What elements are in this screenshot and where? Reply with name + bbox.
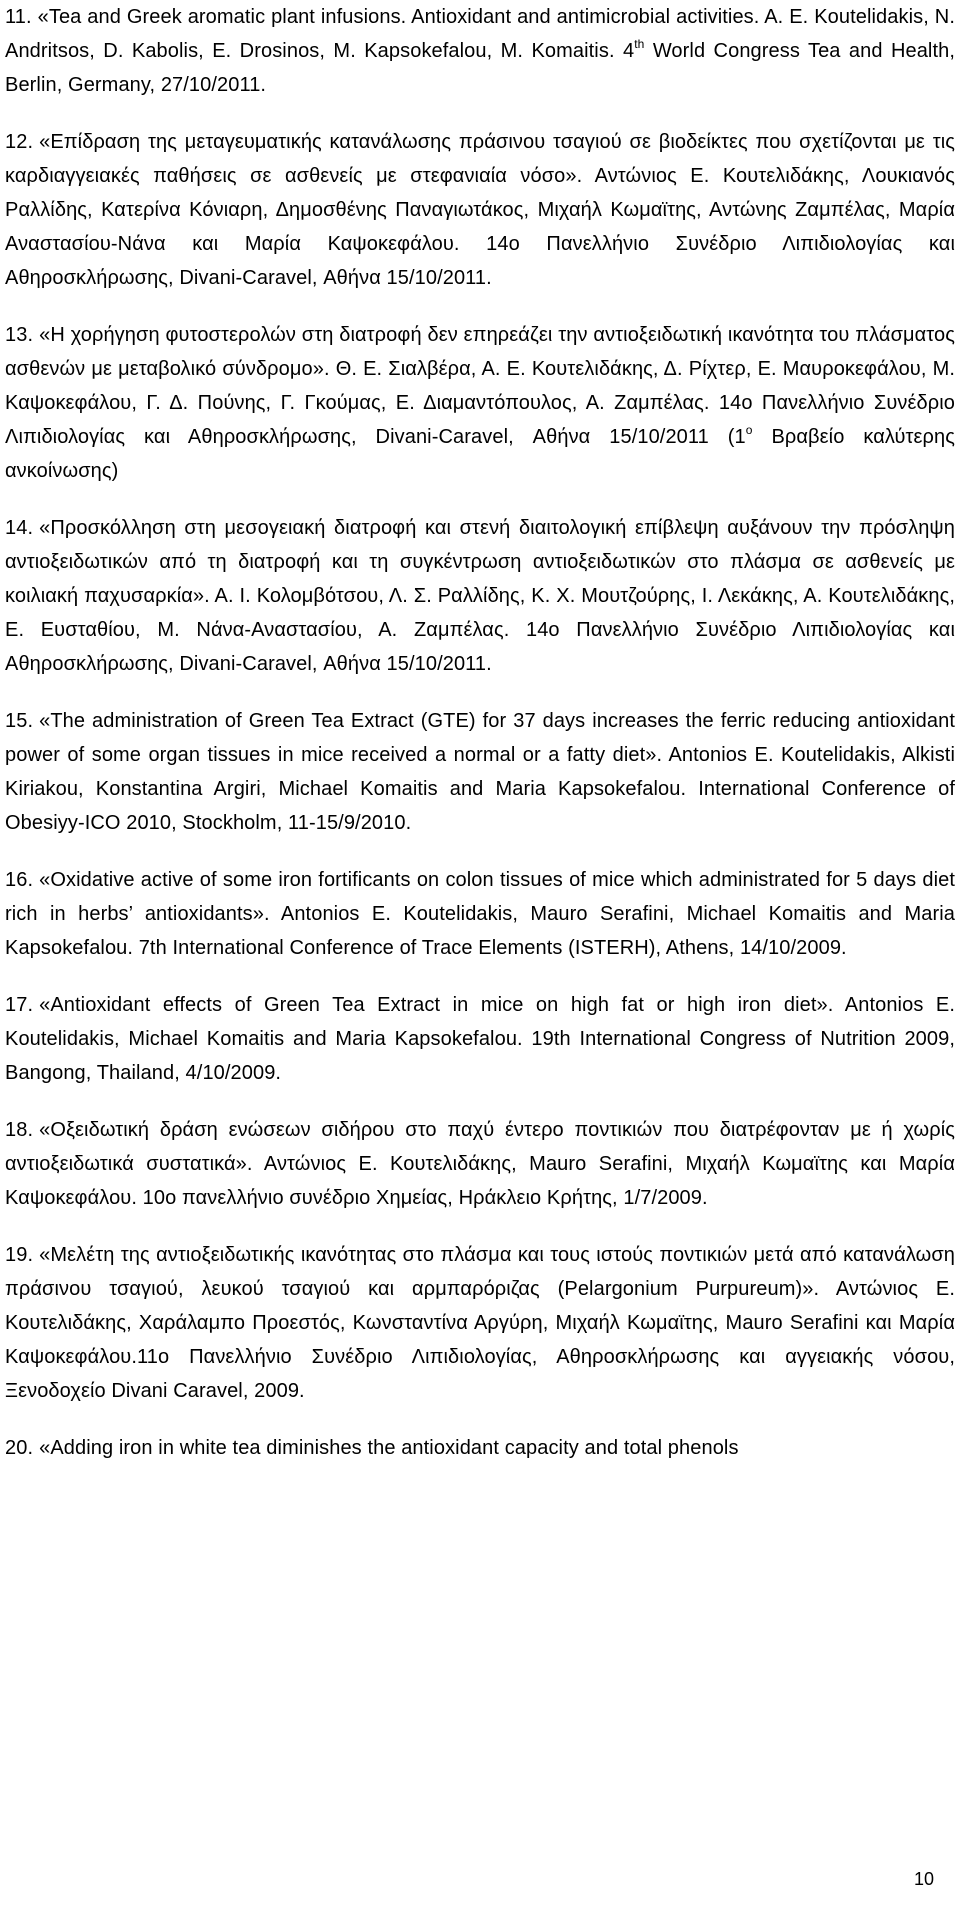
document-page: [5, 0, 955, 1488]
reference-text: «Oxidative active of some iron fortificants on colon tissues of mice which administrated for 5 days diet rich in herbs’ antioxidants». Antonios E. Koutelidakis, Mauro Serafini, Michael Komaitis and Maria Kapsokefalou. 7th International Conference of Trace Elements (ISTERH), Athens, 14/10/2009.: [5, 869, 955, 959]
reference-text: «Μελέτη της αντιοξειδωτικής ικανότητας στο πλάσμα και τους ιστούς ποντικιών μετά από κατανάλωση πράσινου τσαγιού, λευκού τσαγιού και αρμπαρόριζας (Pelargonium Purpureum)». Αντώνιος Ε. Κουτελιδάκης, Χαράλαμπο Προεστός, Κωνσταντίνα Αργύρη, Μιχαήλ Κωμαϊτης, Mauro Serafini και Μαρία Καψοκεφάλου.11ο Πανελλήνιο Συνέδριο Λιπιδιολογίας, Αθηροσκλήρωσης και αγγειακής νόσου, Ξενοδοχείο Divani Caravel, 2009.: [5, 1244, 955, 1402]
reference-text-tail: Βραβείο καλύτερης ανκοίνωσης): [5, 426, 956, 482]
reference-entry-15: [5, 704, 955, 840]
reference-number: 16.: [5, 869, 34, 891]
reference-number: 20.: [5, 1437, 34, 1459]
page-number: 10: [913, 1869, 934, 1889]
reference-number: 12.: [5, 131, 34, 153]
reference-entry-11: [5, 0, 955, 102]
reference-text: «Η χορήγηση φυτοστερολών στη διατροφή δεν επηρεάζει την αντιοξειδωτική ικανότητα του πλάσματος ασθενών με μεταβολικό σύνδρομο». Θ. Ε. Σιαλβέρα, Α. Ε. Κουτελιδάκης, Δ. Ρίχτερ, Ε. Μαυροκεφάλου, Μ. Καψοκεφάλου, Γ. Δ. Πούνης, Γ. Γκούμας, Ε. Διαμαντόπουλος, Α. Ζαμπέλας. 14ο Πανελλήνιο Συνέδριο Λιπιδιολογίας και Αθηροσκλήρωσης, Divani-Caravel, Αθήνα 15/10/2011 (1: [5, 324, 955, 448]
reference-entry-16: [5, 863, 955, 965]
reference-number: 14.: [5, 517, 34, 539]
reference-entry-20: [5, 1431, 955, 1465]
reference-entry-18: [5, 1113, 955, 1215]
reference-entry-13: [5, 318, 955, 488]
reference-text: «Antioxidant effects of Green Tea Extract in mice on high fat or high iron diet». Antonios E. Koutelidakis, Michael Komaitis and Maria Kapsokefalou. 19th International Congress of Nutrition 2009, Bangong, Thailand, 4/10/2009.: [5, 994, 955, 1084]
reference-entry-19: [5, 1238, 955, 1408]
reference-text: «Προσκόλληση στη μεσογειακή διατροφή και στενή διαιτολογική επίβλεψη αυξάνουν την πρόσληψη αντιοξειδωτικών από τη διατροφή και τη συγκέντρωση αντιοξειδωτικών στο πλάσμα σε ασθενείς με κοιλιακή παχυσαρκία». Α. Ι. Κολομβότσου, Λ. Σ. Ραλλίδης, Κ. Χ. Μουτζούρης, Ι. Λεκάκης, Α. Κουτελιδάκης, Ε. Ευσταθίου, Μ. Νάνα-Αναστασίου, Α. Ζαμπέλας. 14ο Πανελλήνιο Συνέδριο Λιπιδιολογίας και Αθηροσκλήρωσης, Divani-Caravel, Αθήνα 15/10/2011.: [5, 517, 955, 675]
reference-text: «Οξειδωτική δράση ενώσεων σιδήρου στο παχύ έντερο ποντικιών που διατρέφονταν με ή χωρίς αντιοξειδωτικά συστατικά». Αντώνιος Ε. Κουτελιδάκης, Mauro Serafini, Μιχαήλ Κωμαϊτης και Μαρία Καψοκεφάλου. 10ο πανελλήνιο συνέδριο Χημείας, Ηράκλειο Κρήτης, 1/7/2009.: [5, 1119, 955, 1209]
ordinal-superscript: ο: [745, 423, 753, 438]
reference-number: 19.: [5, 1244, 34, 1266]
reference-entry-12: [5, 125, 955, 295]
reference-number: 11.: [5, 6, 32, 28]
reference-text: «The administration of Green Tea Extract (GTE) for 37 days increases the ferric reducing antioxidant power of some organ tissues in mice received a normal or a fatty diet». Antonios E. Koutelidakis, Alkisti Kiriakou, Konstantina Argiri, Michael Komaitis and Maria Kapsokefalou. International Conference of Obesiyy-ICO 2010, Stockholm, 11-15/9/2010.: [5, 710, 955, 834]
reference-number: 17.: [5, 994, 34, 1016]
reference-number: 18.: [5, 1119, 34, 1141]
reference-text: «Adding iron in white tea diminishes the antioxidant capacity and total phenols: [39, 1437, 739, 1459]
reference-entry-14: [5, 511, 955, 681]
reference-text: «Επίδραση της μεταγευματικής κατανάλωσης πράσινου τσαγιού σε βιοδείκτες που σχετίζονται με τις καρδιαγγειακές παθήσεις σε ασθενείς με στεφανιαία νόσο». Αντώνιος Ε. Κουτελιδάκης, Λουκιανός Ραλλίδης, Κατερίνα Κόνιαρη, Δημοσθένης Παναγιωτάκος, Μιχαήλ Κωμαϊτης, Αντώνης Ζαμπέλας, Μαρία Αναστασίου-Νάνα και Μαρία Καψοκεφάλου. 14ο Πανελλήνιο Συνέδριο Λιπιδιολογίας και Αθηροσκλήρωσης, Divani-Caravel, Αθήνα 15/10/2011.: [5, 131, 955, 289]
reference-entry-17: [5, 988, 955, 1090]
ordinal-superscript: th: [634, 37, 645, 52]
reference-text: «Tea and Greek aromatic plant infusions. Antioxidant and antimicrobial activities. A. E. Koutelidakis, N. Andritsos, D. Kabolis, E. Drosinos, M. Kapsokefalou, M. Komaitis. 4: [5, 6, 955, 62]
reference-number: 15.: [5, 710, 34, 732]
reference-number: 13.: [5, 324, 34, 346]
reference-text-tail: World Congress Tea and Health, Berlin, Germany, 27/10/2011.: [5, 40, 956, 96]
